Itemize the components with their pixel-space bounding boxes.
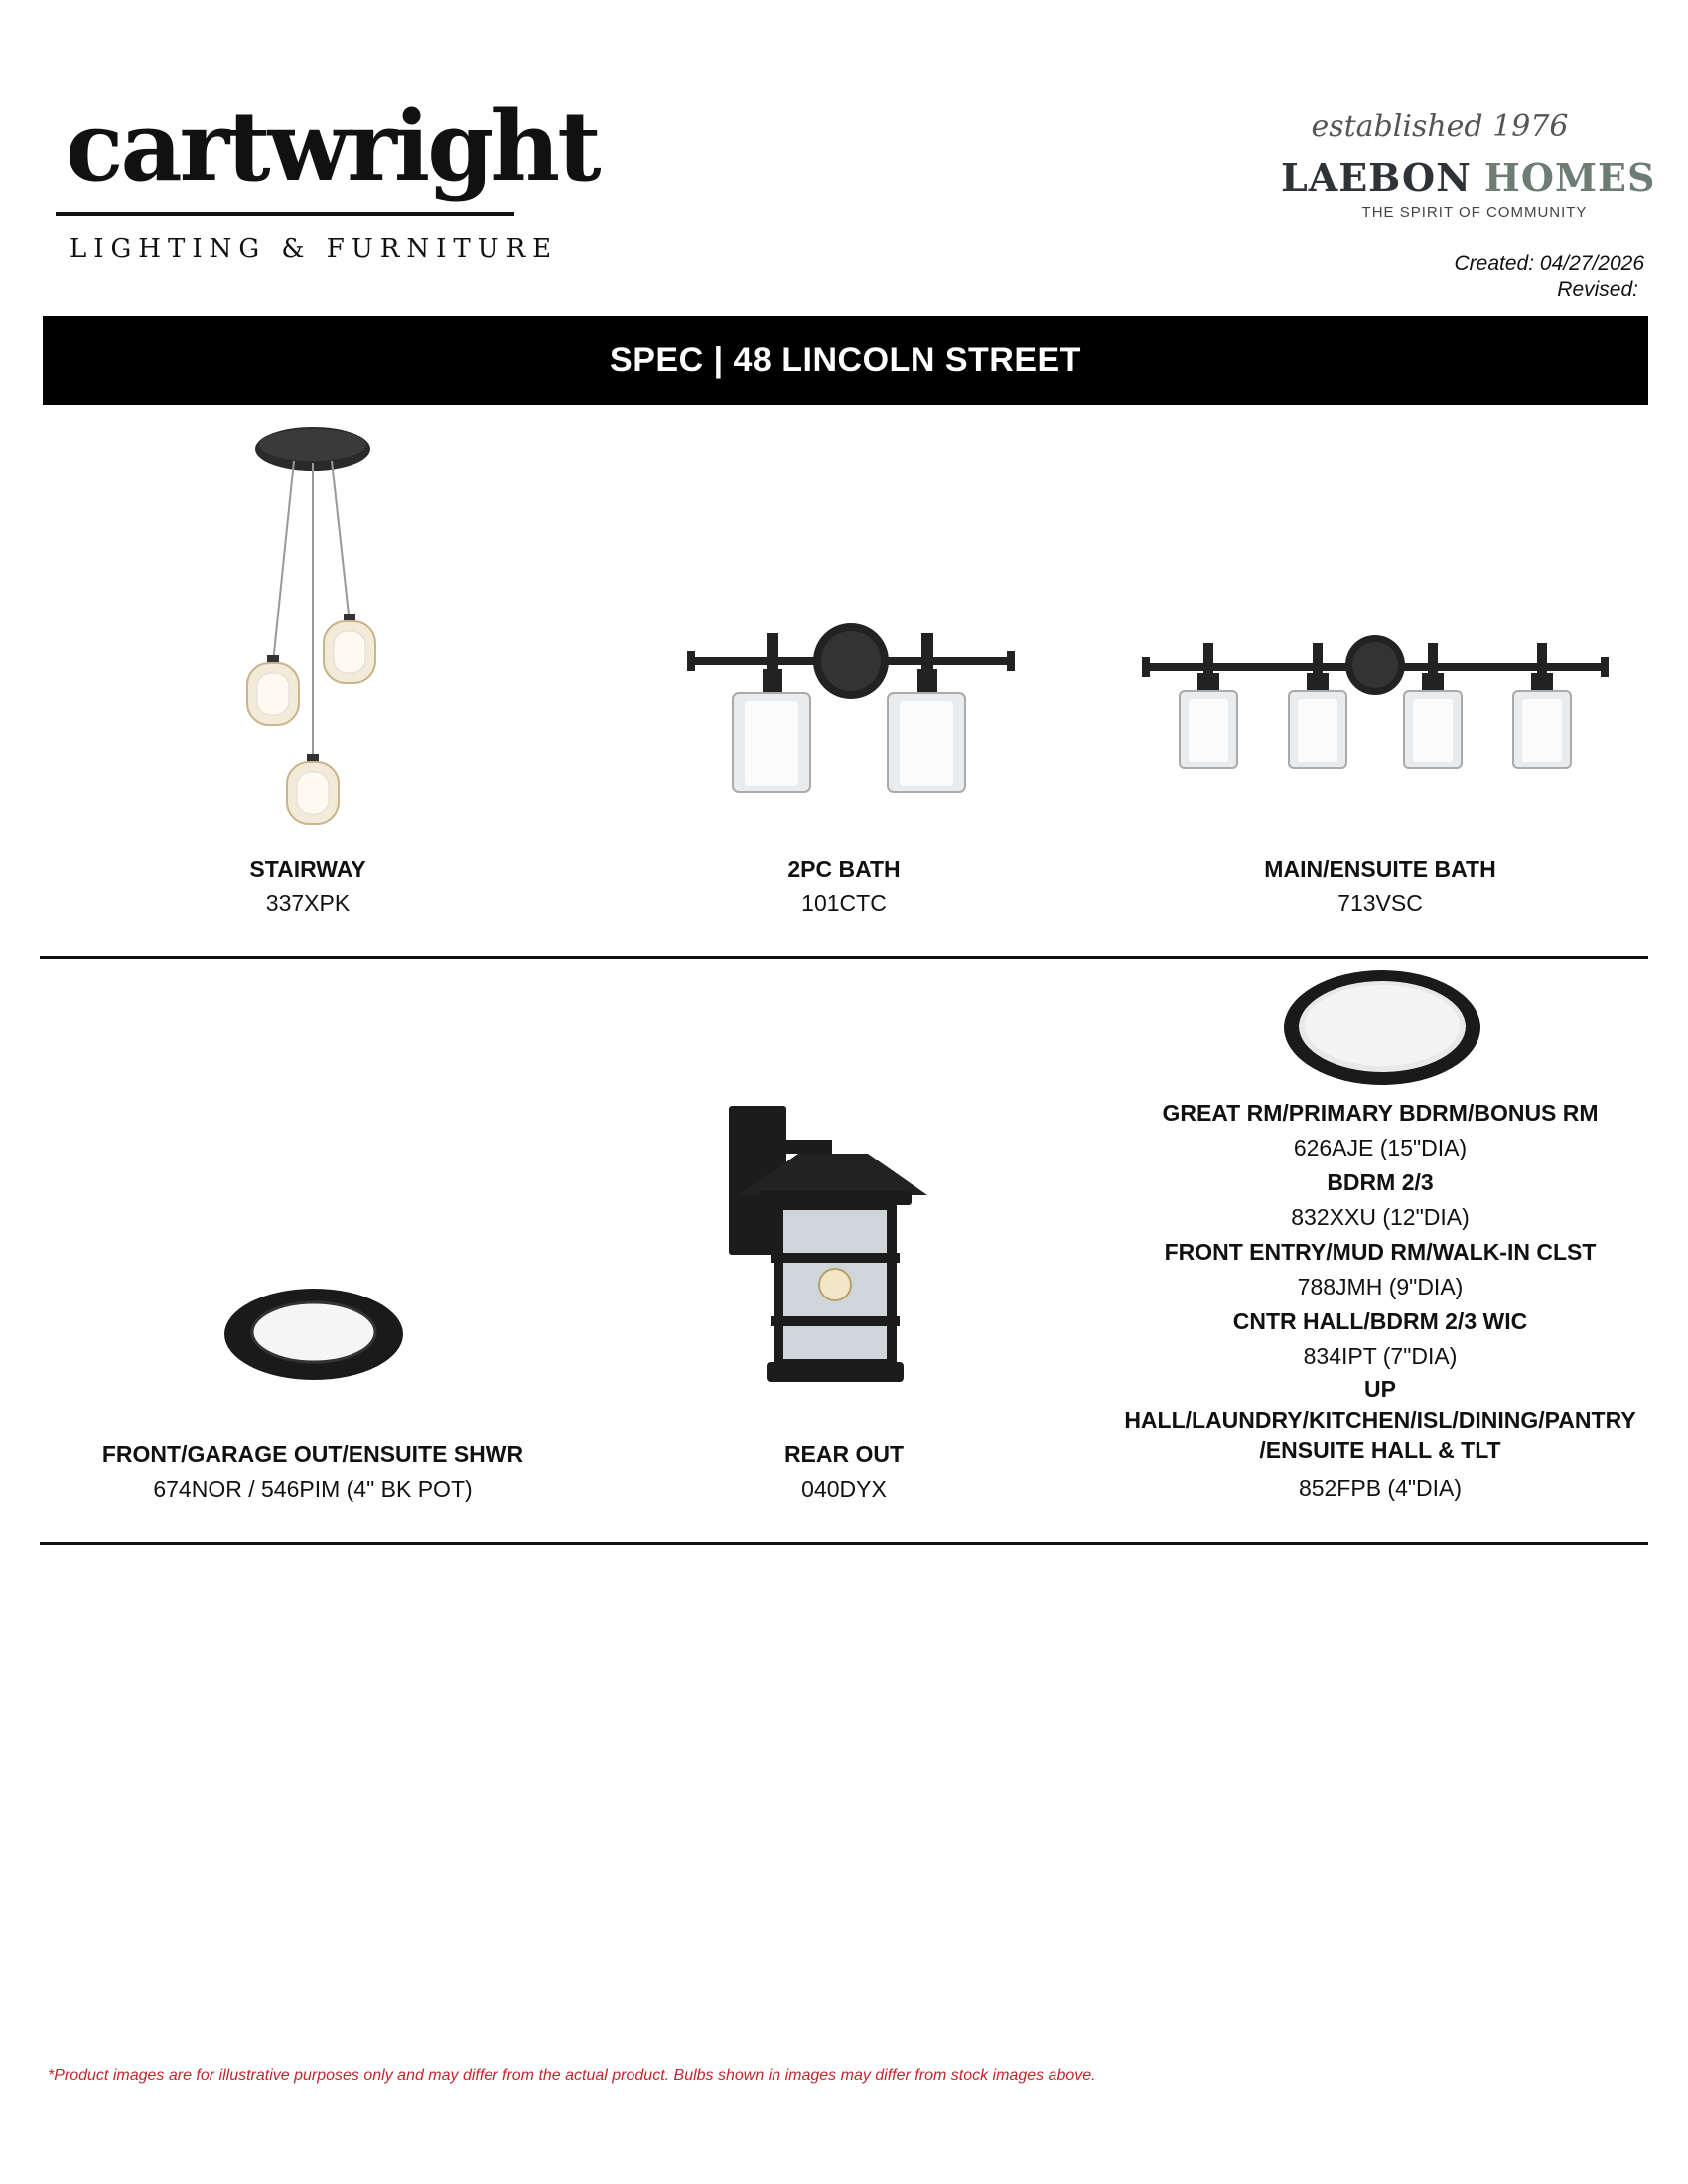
cartwright-logo-wordmark: cartwright (66, 90, 599, 203)
flush-entry-1-location: GREAT RM/PRIMARY BDRM/BONUS RM (1162, 1100, 1599, 1126)
2pc-bath-location: 2PC BATH (787, 856, 901, 882)
flush-entry-5-location-line2: HALL/LAUNDRY/KITCHEN/ISL/DINING/PANTRY (1124, 1407, 1636, 1433)
flush-entry-4-code: 834IPT (7"DIA) (1303, 1343, 1458, 1369)
four-light-vanity-icon (1142, 635, 1609, 774)
revised-date: Revised: (1557, 278, 1638, 301)
pendant-cluster-icon (228, 425, 387, 842)
created-date: Created: 04/27/2026 (1454, 252, 1644, 275)
rear-out-location: REAR OUT (783, 1441, 905, 1467)
flush-entry-2-code: 832XXU (12"DIA) (1291, 1204, 1470, 1230)
laebon-tagline: THE SPIRIT OF COMMUNITY (1361, 205, 1588, 221)
disclaimer: *Product images are for illustrative purposes only and may differ from the actual product. Bulbs shown in images may differ from stock images above. (48, 2067, 1096, 2084)
stairway-location: STAIRWAY (249, 856, 366, 882)
spec-title: SPEC | 48 LINCOLN STREET (610, 341, 1081, 379)
two-light-vanity-icon (687, 623, 1015, 797)
cartwright-logo-rule (56, 212, 514, 216)
flush-entry-1-code: 626AJE (15"DIA) (1293, 1135, 1468, 1160)
outdoor-lantern-icon (729, 1106, 937, 1386)
flush-entry-4-location: CNTR HALL/BDRM 2/3 WIC (1232, 1308, 1528, 1334)
spec-banner (43, 316, 1648, 405)
pot-location: FRONT/GARAGE OUT/ENSUITE SHWR (101, 1441, 524, 1467)
laebon-name-part2: HOMES (1483, 155, 1656, 200)
flush-entry-2-location: BDRM 2/3 (1327, 1169, 1434, 1195)
flush-entry-3-location: FRONT ENTRY/MUD RM/WALK-IN CLST (1164, 1239, 1597, 1265)
laebon-name-part1: LAEBON (1281, 155, 1472, 200)
pot-code: 674NOR / 546PIM (4" BK POT) (153, 1476, 473, 1502)
section-divider-bottom (40, 1542, 1648, 1545)
rear-out-code: 040DYX (801, 1476, 887, 1502)
main-ensuite-bath-location: MAIN/ENSUITE BATH (1264, 856, 1496, 882)
flush-entry-3-code: 788JMH (9"DIA) (1297, 1274, 1464, 1299)
main-ensuite-bath-code: 713VSC (1337, 890, 1423, 916)
laebon-logo-name (1281, 155, 1658, 200)
2pc-bath-code: 101CTC (801, 890, 887, 916)
flush-entry-5-code: 852FPB (4"DIA) (1298, 1475, 1463, 1501)
flush-entry-5-location-line3: /ENSUITE HALL & TLT (1259, 1437, 1501, 1463)
stairway-code: 337XPK (265, 890, 351, 916)
flush-entry-5-location-line1: UP (1364, 1376, 1396, 1402)
laebon-established: established 1976 (1311, 109, 1569, 144)
flush-mount-icon (1283, 969, 1481, 1086)
cartwright-logo-tagline: LIGHTING & FURNITURE (70, 234, 559, 264)
pot-light-icon (222, 1287, 405, 1382)
section-divider (40, 956, 1648, 959)
